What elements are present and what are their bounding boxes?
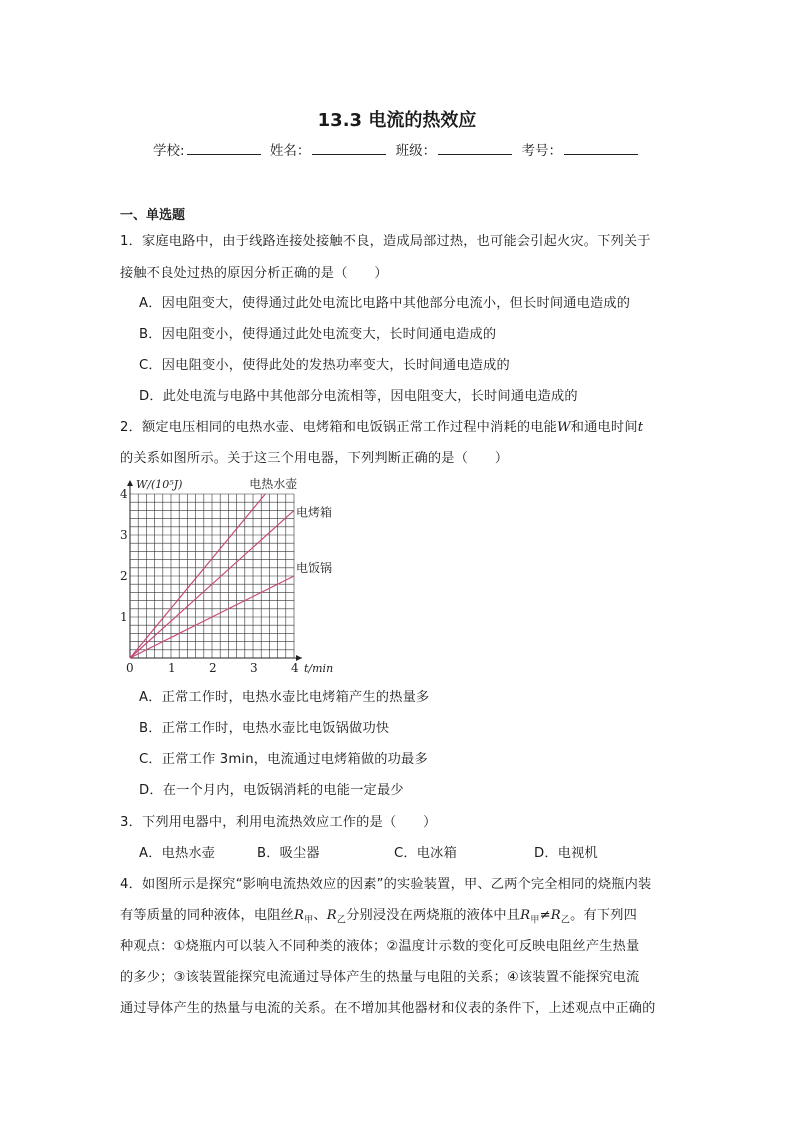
question-2-line-1 — [120, 416, 643, 435]
question-2-text-1b: 和通电时间 — [570, 420, 638, 435]
x-tick-label: 1 — [168, 661, 176, 675]
question-4-line-1 — [120, 873, 651, 892]
question-4-line-4: 的多少；③该装置能探究电流通过导体产生的热量与电阻的关系；④该装置不能探究电流 — [120, 970, 640, 985]
question-1-line-2: 接触不良处过热的原因分析正确的是（ ） — [120, 266, 388, 281]
x-tick-label: 4 — [291, 661, 299, 675]
energy-time-chart-svg — [112, 474, 352, 679]
question-4-number: 4． — [120, 877, 142, 892]
resistor-sub-jia: 甲 — [304, 915, 314, 926]
series-label-3: 电饭锅 — [296, 561, 333, 575]
question-1-line-1 — [120, 230, 651, 249]
class-blank[interactable] — [438, 142, 512, 155]
page-title: 13.3 电流的热效应 — [317, 110, 477, 131]
resistor-symbol-yi: R — [326, 908, 337, 923]
exam-number-blank[interactable] — [564, 142, 638, 155]
resistor-symbol-jia: R — [294, 908, 305, 923]
question-3-line — [120, 811, 437, 830]
y-tick-label: 1 — [120, 610, 128, 624]
y-tick-label: 4 — [120, 487, 128, 501]
exam-number-label: 考号： — [521, 143, 562, 159]
question-1-option-b[interactable]: B．因电阻变小，使得通过此处电流变大，长时间通电造成的 — [139, 327, 497, 342]
resistor-separator: 、 — [313, 908, 327, 923]
time-variable: t — [637, 420, 644, 435]
question-4-text-2b: 分别浸没在两烧瓶的液体中且 — [346, 908, 521, 923]
resistor-symbol-jia-2: R — [520, 908, 531, 923]
question-2-option-c[interactable]: C．正常工作 3min，电流通过电烤箱做的功最多 — [139, 752, 428, 767]
energy-time-chart — [112, 474, 352, 679]
question-2-option-d[interactable]: D．在一个月内，电饭锅消耗的电能一定最少 — [139, 783, 404, 798]
question-3-options — [139, 842, 598, 861]
question-2-line-2: 的关系如图所示。关于这三个用电器，下列判断正确的是（ ） — [120, 451, 509, 466]
school-label: 学校: — [153, 143, 185, 159]
chart-grid — [130, 494, 294, 658]
y-axis-arrow — [127, 480, 133, 486]
chart-labels — [120, 476, 333, 675]
resistor-sub-jia-2: 甲 — [530, 915, 540, 926]
question-3-option-c[interactable]: C．电冰箱 — [394, 846, 457, 861]
x-axis-label: t/min — [304, 662, 334, 675]
question-2-option-a[interactable]: A．正常工作时，电热水壶比电烤箱产生的热量多 — [139, 690, 430, 705]
question-4-text-2a: 有等质量的同种液体，电阻丝 — [120, 908, 295, 923]
section-heading: 一、单选题 — [120, 208, 186, 223]
name-blank[interactable] — [312, 142, 386, 155]
x-tick-label: 2 — [209, 661, 217, 675]
student-info-line — [0, 139, 794, 159]
question-1-option-a[interactable]: A．因电阻变大，使得通过此处电流比电路中其他部分电流小，但长时间通电造成的 — [139, 296, 631, 311]
question-1-text-1: 家庭电路中，由于线路连接处接触不良，造成局部过热，也可能会引起火灾。下列关于 — [141, 234, 651, 249]
chart-axes — [127, 480, 302, 661]
energy-variable: W — [557, 420, 571, 435]
y-tick-label: 2 — [120, 569, 128, 583]
question-2-number: 2． — [120, 420, 142, 435]
question-3-number: 3． — [120, 815, 142, 830]
school-blank[interactable] — [187, 142, 261, 155]
question-4-text-2c: 。有下列四 — [570, 908, 638, 923]
question-2-option-b[interactable]: B．正常工作时，电热水壶比电饭锅做功快 — [139, 721, 390, 736]
question-4-line-3: 种观点：①烧瓶内可以装入不同种类的液体；②温度计示数的变化可反映电阻丝产生热量 — [120, 939, 640, 954]
question-3-option-d[interactable]: D．电视机 — [534, 846, 598, 861]
y-tick-label: 3 — [120, 528, 128, 542]
not-equal-sign: ≠ — [539, 908, 551, 923]
question-3-option-a[interactable]: A．电热水壶 — [139, 846, 216, 861]
question-4-line-2 — [120, 904, 637, 926]
name-label: 姓名： — [269, 143, 311, 159]
class-label: 班级： — [395, 143, 437, 159]
series-label-1: 电热水壶 — [249, 477, 298, 491]
question-2-text-1a: 额定电压相同的电热水壶、电烤箱和电饭锅正常工作过程中消耗的电能 — [141, 420, 557, 435]
question-3-text: 下列用电器中，利用电流热效应工作的是（ ） — [141, 815, 437, 830]
y-axis-label: W/(10⁵J) — [136, 478, 183, 491]
question-1-option-c[interactable]: C．因电阻变小，使得此处的发热功率变大，长时间通电造成的 — [139, 358, 510, 373]
question-1-number: 1． — [120, 234, 142, 249]
x-tick-label: 0 — [126, 661, 134, 675]
question-1-option-d[interactable]: D．此处电流与电路中其他部分电流相等，因电阻变大，长时间通电造成的 — [139, 389, 578, 404]
series-label-2: 电烤箱 — [296, 505, 333, 520]
resistor-sub-yi: 乙 — [336, 915, 347, 926]
resistor-symbol-yi-2: R — [550, 908, 561, 923]
x-tick-label: 3 — [250, 661, 258, 675]
question-4-line-5: 通过导体产生的热量与电流的关系。在不增加其他器材和仪表的条件下，上述观点中正确的 — [120, 1001, 656, 1016]
resistor-sub-yi-2: 乙 — [560, 915, 571, 926]
question-3-option-b[interactable]: B．吸尘器 — [257, 846, 320, 861]
question-4-text-1: 如图所示是探究“影响电流热效应的因素”的实验装置，甲、乙两个完全相同的烧瓶内装 — [141, 877, 652, 892]
